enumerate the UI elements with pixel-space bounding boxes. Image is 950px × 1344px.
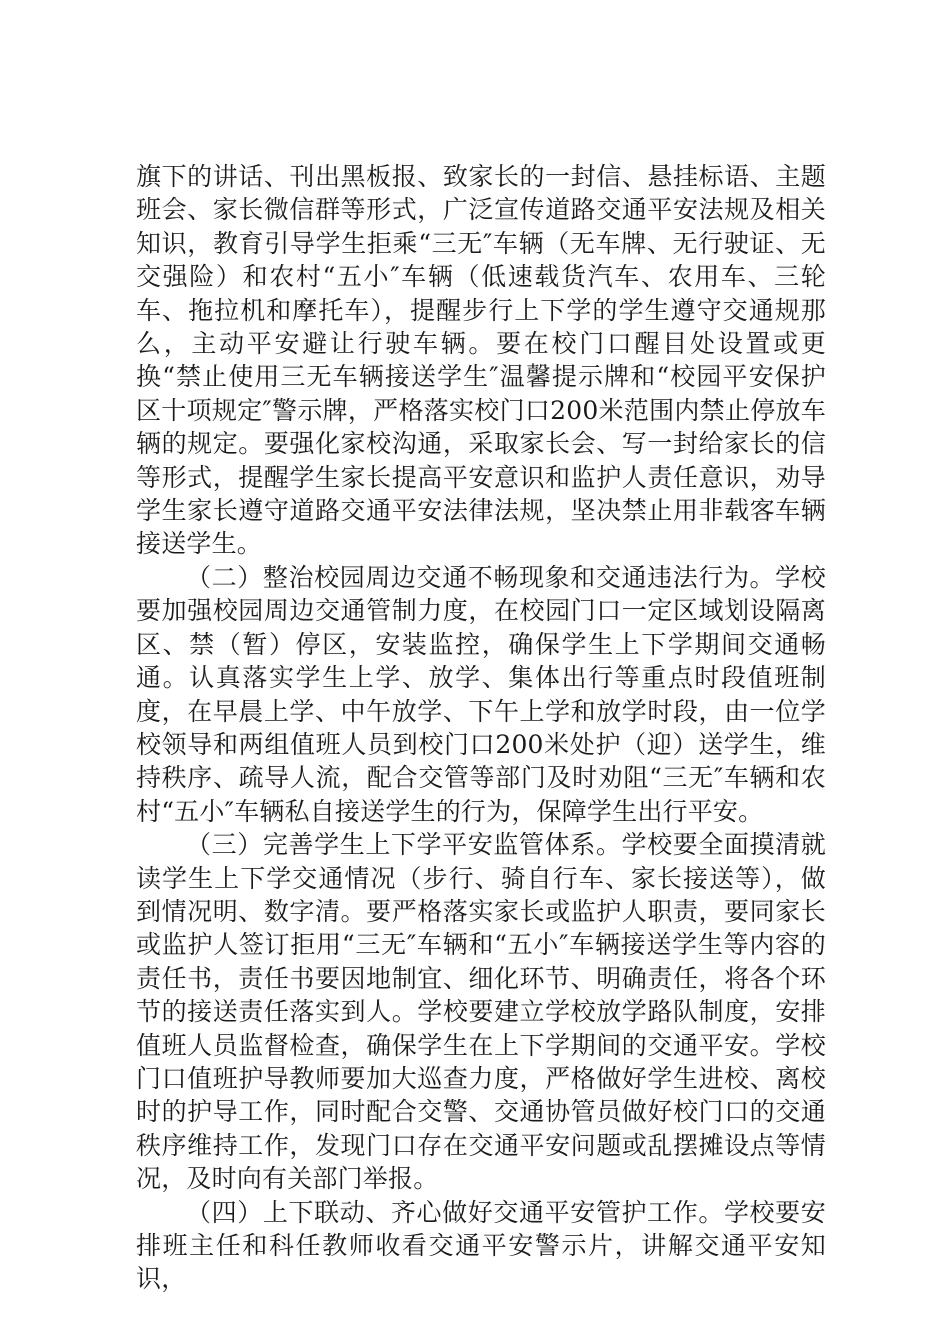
document-body [136,160,826,1296]
paragraph-section-4: （四）上下联动、齐心做好交通平安管护工作。学校要安排班主任和科任教师收看交通平安警示片，讲解交通平安知识， [136,1197,826,1294]
paragraph-section-2: （二）整治校园周边交通不畅现象和交通违法行为。学校要加强校园周边交通管制力度，在校园门口一定区域划设隔离区、禁（暂）停区，安装监控，确保学生上下学期间交通畅通。认真落实学生上学、放学、集体出行等重点时段值班制度，在早晨上学、中午放学、下午上学和放学时段，由一位学校领导和两组值班人员到校门口200米处护（迎）送学生，维持秩序、疏导人流，配合交管等部门及时劝阻“三无″车辆和农村“五小″车辆私自接送学生的行为，保障学生出行平安。 [136,562,826,826]
paragraph-section-3: （三）完善学生上下学平安监管体系。学校要全面摸清就读学生上下学交通情况（步行、骑自行车、家长接送等），做到情况明、数字清。要严格落实家长或监护人职责，要同家长或监护人签订拒用“三无″车辆和“五小″车辆接送学生等内容的责任书，责任书要因地制宜、细化环节、明确责任，将各个环节的接送责任落实到人。学校要建立学校放学路队制度，安排值班人员监督检查，确保学生在上下学期间的交通平安。学校门口值班护导教师要加大巡查力度，严格做好学生进校、离校时的护导工作，同时配合交警、交通协管员做好校门口的交通秩序维持工作，发现门口存在交通平安问题或乱摆摊设点等情况，及时向有关部门举报。 [136,830,826,1194]
paragraph-continuation: 旗下的讲话、刊出黑板报、致家长的一封信、悬挂标语、主题班会、家长微信群等形式，广泛宣传道路交通平安法规及相关知识，教育引导学生拒乘“三无″车辆（无车牌、无行驶证、无交强险）和农村“五小″车辆（低速载货汽车、农用车、三轮车、拖拉机和摩托车），提醒步行上下学的学生遵守交通规那么，主动平安避让行驶车辆。要在校门口醒目处设置或更换“禁止使用三无车辆接送学生″温馨提示牌和“校园平安保护区十项规定″警示牌，严格落实校门口200米范围内禁止停放车辆的规定。要强化家校沟通，采取家长会、写一封给家长的信等形式，提醒学生家长提高平安意识和监护人责任意识，劝导学生家长遵守道路交通平安法律法规，坚决禁止用非载客车辆接送学生。 [136,162,826,559]
